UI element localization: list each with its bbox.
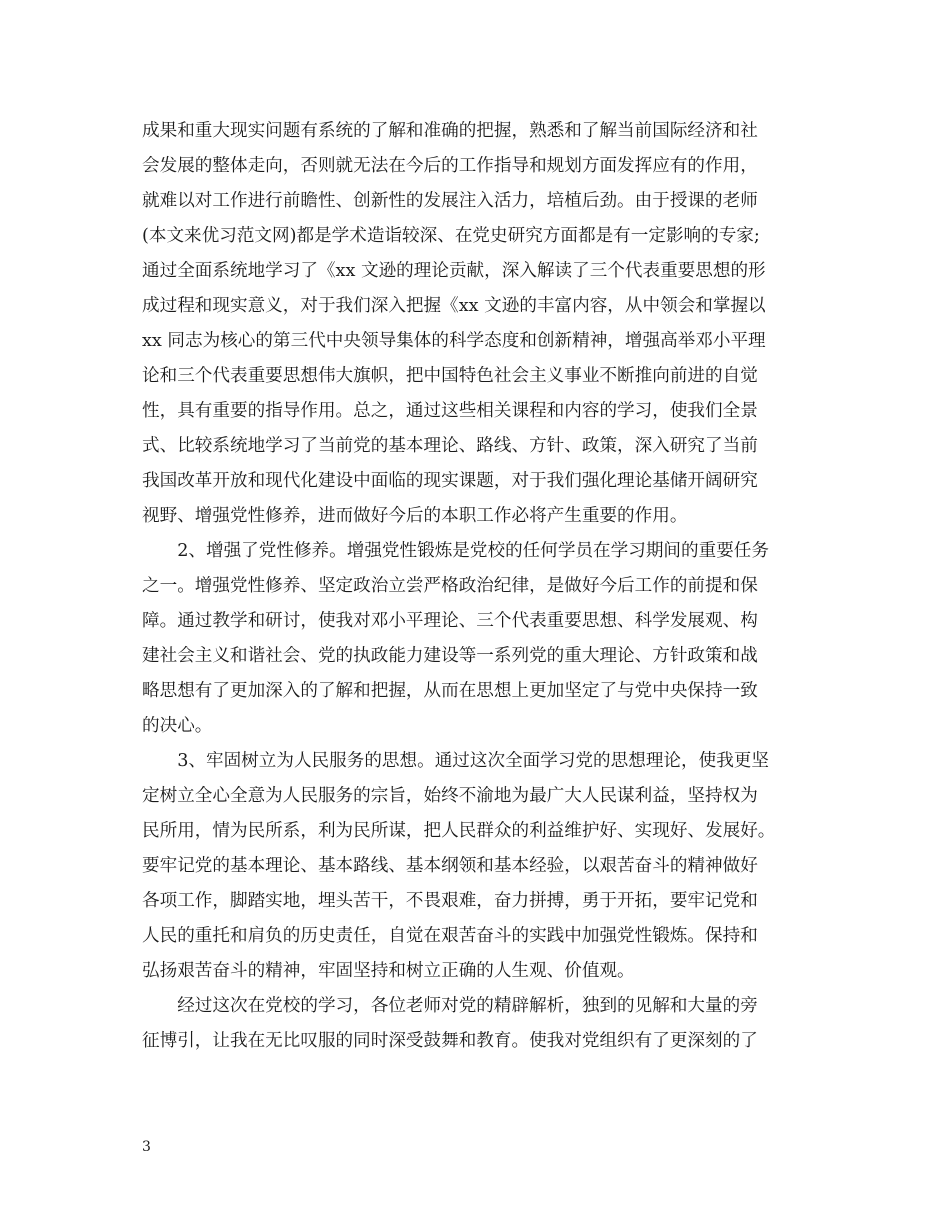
text-line: 式、比较系统地学习了当前党的基本理论、路线、方针、政策，深入研究了当前 [142,436,758,456]
text-line: 2、增强了党性修养。增强党性锻炼是党校的任何学员在学习期间的重要任务 [142,541,769,561]
text-line: 会发展的整体走向，否则就无法在今后的工作指导和规划方面发挥应有的作用， [142,156,758,176]
text-line: 略思想有了更加深入的了解和把握，从而在思想上更加坚定了与党中央保持一致 [142,681,758,701]
text-line: 定树立全心全意为人民服务的宗旨，始终不渝地为最广大人民谋利益，坚持权为 [142,786,758,806]
body-text [142,114,812,1059]
text-line: 的决心。 [142,716,213,736]
text-line: 各项工作，脚踏实地，埋头苦干，不畏艰难，奋力拼搏，勇于开拓，要牢记党和 [142,891,758,911]
text-line: 性，具有重要的指导作用。总之，通过这些相关课程和内容的学习，使我们全景 [142,401,758,421]
text-line: 之一。增强党性修养、坚定政治立尝严格政治纪律，是做好今后工作的前提和保 [142,576,758,596]
text-line: 通过全面系统地学习了《xx 文逊的理论贡献，深入解读了三个代表重要思想的形 [142,261,766,281]
text-line: 成果和重大现实问题有系统的了解和准确的把握，熟悉和了解当前国际经济和社 [142,121,758,141]
text-line: 人民的重托和肩负的历史责任，自觉在艰苦奋斗的实践中加强党性锻炼。保持和 [142,926,758,946]
text-line: 经过这次在党校的学习，各位老师对党的精辟解析，独到的见解和大量的旁 [142,996,758,1016]
text-line: 障。通过教学和研讨，使我对邓小平理论、三个代表重要思想、科学发展观、构 [142,611,758,631]
text-line: 征博引，让我在无比叹服的同时深受鼓舞和教育。使我对党组织有了更深刻的了 [142,1031,758,1051]
text-line: 成过程和现实意义，对于我们深入把握《xx 文逊的丰富内容，从中领会和掌握以 [142,296,766,316]
text-line: 视野、增强党性修养，进而做好今后的本职工作必将产生重要的作用。 [142,506,688,526]
text-line: 民所用，情为民所系，利为民所谋，把人民群众的利益维护好、实现好、发展好。 [142,821,776,841]
page-number: 3 [142,1139,151,1155]
text-line: 我国改革开放和现代化建设中面临的现实课题，对于我们强化理论基储开阔研究 [142,471,758,491]
text-line: xx 同志为核心的第三代中央领导集体的科学态度和创新精神，增强高举邓小平理 [142,331,766,351]
text-line: 弘扬艰苦奋斗的精神，牢固坚持和树立正确的人生观、价值观。 [142,961,635,981]
text-line: (本文来优习范文网)都是学术造诣较深、在党史研究方面都是有一定影响的专家; [142,226,760,246]
text-line: 论和三个代表重要思想伟大旗帜，把中国特色社会主义事业不断推向前进的自觉 [142,366,758,386]
text-line: 要牢记党的基本理论、基本路线、基本纲领和基本经验，以艰苦奋斗的精神做好 [142,856,758,876]
text-line: 就难以对工作进行前瞻性、创新性的发展注入活力，培植后劲。由于授课的老师 [142,191,758,211]
text-line: 建社会主义和谐社会、党的执政能力建设等一系列党的重大理论、方针政策和战 [142,646,758,666]
text-line: 3、牢固树立为人民服务的思想。通过这次全面学习党的思想理论，使我更坚 [142,751,769,771]
